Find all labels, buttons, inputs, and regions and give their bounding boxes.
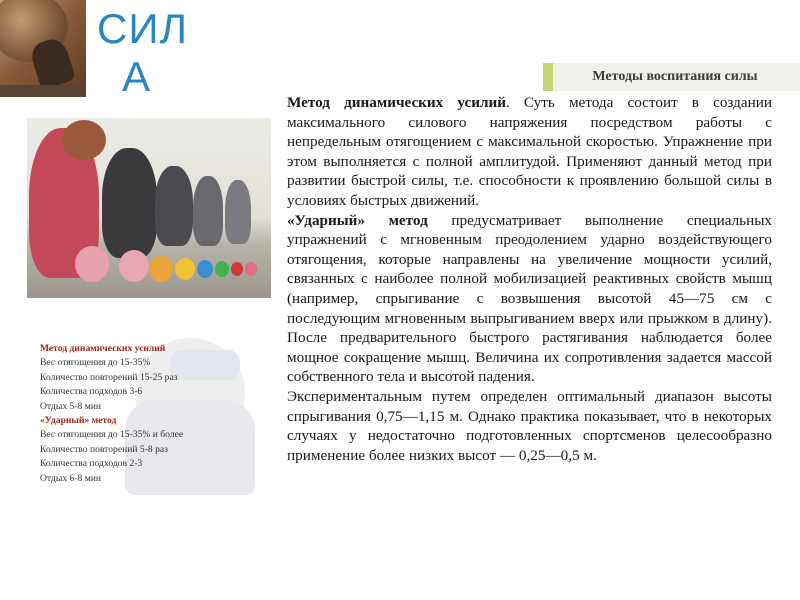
paragraph-dynamic-method bbox=[287, 93, 772, 211]
summary-line: Количества подходов 3-6 bbox=[40, 386, 143, 398]
summary-line: Отдых 5-8 мин bbox=[40, 400, 102, 412]
summary-line: Вес отягощения до 15-35% и более bbox=[40, 429, 184, 441]
kettlebell-pink-2 bbox=[119, 250, 149, 282]
kettlebell-red bbox=[231, 262, 243, 276]
slide-title-line-2: А bbox=[122, 53, 152, 100]
athlete-1-hair bbox=[62, 120, 106, 160]
summary-line: «Ударный» метод bbox=[40, 415, 117, 427]
paragraph-shock-method bbox=[287, 211, 772, 387]
ground-shape bbox=[0, 85, 86, 97]
kettlebell-green bbox=[215, 261, 229, 277]
dynamic-method-term: Метод динамических усилий bbox=[287, 94, 507, 111]
kettlebell-orange bbox=[149, 256, 173, 282]
shock-method-text: предусматривает выполнение специальных упражнений с мгновенным преодолением ударно воздействующего отягощения, которые направлены на увеличение мощности усилий, связанных с наиболее полной мобилизацией реактивных свойств мышц (например, спрыгивание с возвышения высотой 45—75 см с последующим мгновенным выпрыгиванием вверх или прыжком в длину). После предварительного быстрого растягивания наблюдается более мощное сокращение мышц. Величина их сопротивления задается массой собственного тела и высотой падения. bbox=[287, 211, 773, 386]
section-header-label: Методы воспитания силы bbox=[592, 69, 758, 84]
kettlebell-blue bbox=[197, 260, 213, 278]
athlete-4 bbox=[193, 176, 223, 246]
kettlebell-pink bbox=[75, 246, 109, 282]
paragraph-jump-height: Экспериментальным путем определен оптимальный диапазон высоты спрыгивания 0,75—1,15 м. Однако практика показывает, что в некоторых случаях у недостаточно подготовленных спортсменов целесообразно применение более низких высот — 0,25—0,5 м. bbox=[287, 387, 772, 464]
slide-title-line-1: СИЛ bbox=[97, 5, 189, 52]
shock-method-term: «Ударный» метод bbox=[287, 211, 428, 229]
athlete-2 bbox=[102, 148, 157, 258]
summary-line: Количества подходов 2-3 bbox=[40, 458, 143, 470]
summary-line: Количество повторений 5-8 раз bbox=[40, 443, 168, 455]
summary-line: Вес отягощения до 15-35% bbox=[40, 357, 151, 369]
dynamic-method-text: . Суть метода состоит в создании максимального силового напряжения посредством работы с непредельным отягощением с максимальной скоростью. Упражнение при этом выполняется с полной амплитудой. Применяют данный метод при развитии быстрой силы, т.е. способности к проявлению большой силы в условиях быстрых движений. bbox=[287, 94, 772, 209]
main-text bbox=[287, 93, 772, 465]
strongman-illustration bbox=[0, 0, 86, 97]
methods-summary bbox=[30, 330, 265, 505]
section-header bbox=[543, 63, 800, 91]
athlete-3 bbox=[155, 166, 193, 246]
summary-line: Метод динамических усилий bbox=[40, 343, 166, 354]
kettlebell-yellow bbox=[175, 258, 195, 280]
summary-line: Отдых 6-8 мин bbox=[40, 472, 102, 484]
athlete-5 bbox=[225, 180, 251, 244]
summary-list bbox=[40, 342, 183, 486]
summary-line: Количество повторений 15-25 раз bbox=[40, 371, 178, 383]
kettlebell-photo bbox=[27, 118, 271, 298]
kettlebell-pink-small bbox=[245, 262, 257, 276]
header-accent-bar bbox=[543, 63, 553, 91]
